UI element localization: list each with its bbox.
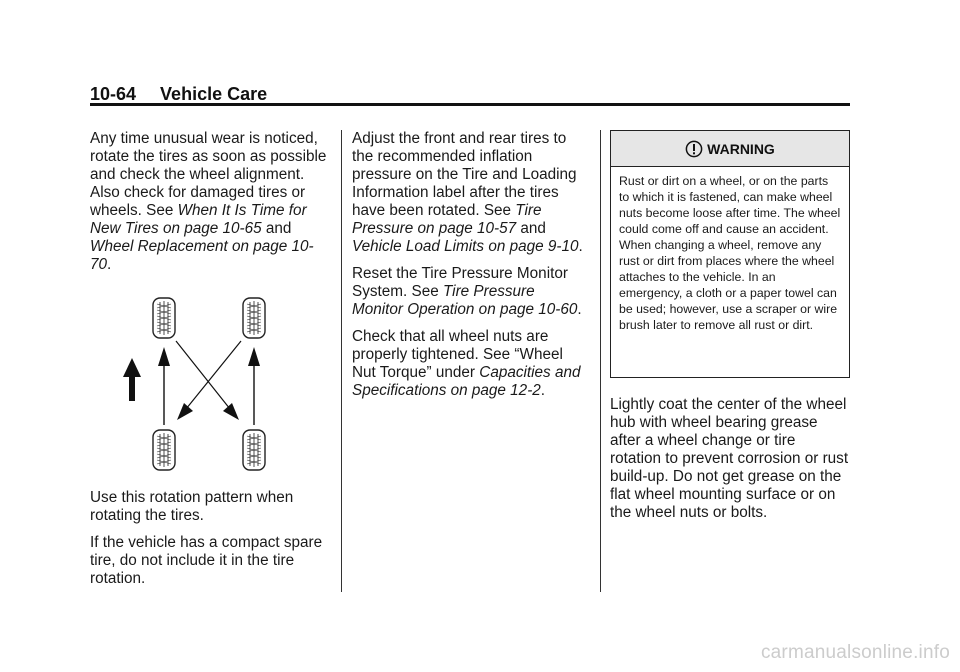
conjunction: and <box>516 220 546 237</box>
period: . <box>577 301 582 318</box>
front-right-tire-icon <box>243 298 265 338</box>
paragraph-reset-tpms <box>352 265 588 319</box>
paragraph-text: Any time unusual wear is noticed, rotate the tires as soon as possible and check the wheel alignment. Also check for damaged tires or wheels. See <box>90 130 327 219</box>
link-wheel-replacement[interactable]: Wheel Replacement on page 10-70 <box>90 238 314 273</box>
left-vertical-arrowhead-icon <box>158 347 170 366</box>
watermark: carmanualsonline.info <box>760 642 950 663</box>
warning-icon <box>685 140 703 158</box>
paragraph-wheel-nuts <box>352 328 588 400</box>
column-divider-1 <box>341 130 342 592</box>
warning-body: Rust or dirt on a wheel, or on the parts to which it is fastened, can make wheel nuts become loose after time. The wheel could come off and cause an accident. When changing a wheel, remove any rust or dirt from places where the wheel attaches to the vehicle. In an emergency, a cloth or a paper towel can be used; however, use a scraper or wire brush later to remove all rust or dirt. <box>619 174 841 332</box>
paragraph-rotation-caption: Use this rotation pattern when rotating the tires. <box>90 489 294 524</box>
paragraph-text: Reset the Tire Pressure Monitor System. See <box>352 265 568 300</box>
rear-left-tire-icon <box>153 430 175 470</box>
column-1-lower <box>90 489 332 597</box>
period: . <box>540 382 546 399</box>
link-new-tires[interactable]: When It Is Time for New Tires on page 10-65 <box>90 202 307 237</box>
paragraph-compact-spare: If the vehicle has a compact spare tire, do not include it in the tire rotation. <box>90 534 323 587</box>
paragraph-unusual-wear <box>90 130 332 274</box>
paragraph-adjust-pressure <box>352 130 588 256</box>
period: . <box>107 256 112 273</box>
tire-rotation-diagram <box>118 295 282 473</box>
paragraph-grease-hub: Lightly coat the center of the wheel hub with wheel bearing grease after a wheel change or tire rotation to prevent corrosion or rust build-up. Do not get grease on the flat wheel mounting surface or on the wheel nuts or bolts. <box>610 396 849 521</box>
header-rule <box>90 103 850 106</box>
warning-header <box>611 131 849 167</box>
diagonal-arrowhead-1-icon <box>223 403 239 420</box>
diagonal-arrowhead-2-icon <box>177 403 193 420</box>
page-number: 10-64 <box>90 84 137 104</box>
period: . <box>578 238 583 255</box>
forward-direction-arrow-icon <box>123 358 141 401</box>
warning-box <box>610 130 850 378</box>
rear-right-tire-icon <box>243 430 265 470</box>
paragraph-text: Adjust the front and rear tires to the recommended inflation pressure on the Tire and Loading Information label after the tires have been rotated. See <box>352 130 577 219</box>
right-vertical-arrowhead-icon <box>248 347 260 366</box>
column-3 <box>610 396 850 531</box>
front-left-tire-icon <box>153 298 175 338</box>
link-capacities-specifications[interactable]: Capacities and Specifications on page 12-2 <box>352 364 581 399</box>
link-tire-pressure[interactable]: Tire Pressure on page 10-57 <box>352 202 542 237</box>
page-header <box>90 84 267 105</box>
diagonal-arrow-line-1 <box>176 341 230 409</box>
warning-title: WARNING <box>707 140 775 157</box>
link-vehicle-load-limits[interactable]: Vehicle Load Limits on page 9-10 <box>352 238 579 255</box>
column-1 <box>90 130 332 283</box>
column-2 <box>352 130 588 409</box>
conjunction: and <box>261 220 292 237</box>
paragraph-text: Check that all wheel nuts are properly tightened. See “Wheel Nut Torque” under <box>352 328 563 381</box>
diagonal-arrow-line-2 <box>186 341 241 409</box>
link-tpms-operation[interactable]: Tire Pressure Monitor Operation on page 10-60 <box>352 283 578 318</box>
section-title: Vehicle Care <box>160 84 268 104</box>
column-divider-2 <box>600 130 601 592</box>
